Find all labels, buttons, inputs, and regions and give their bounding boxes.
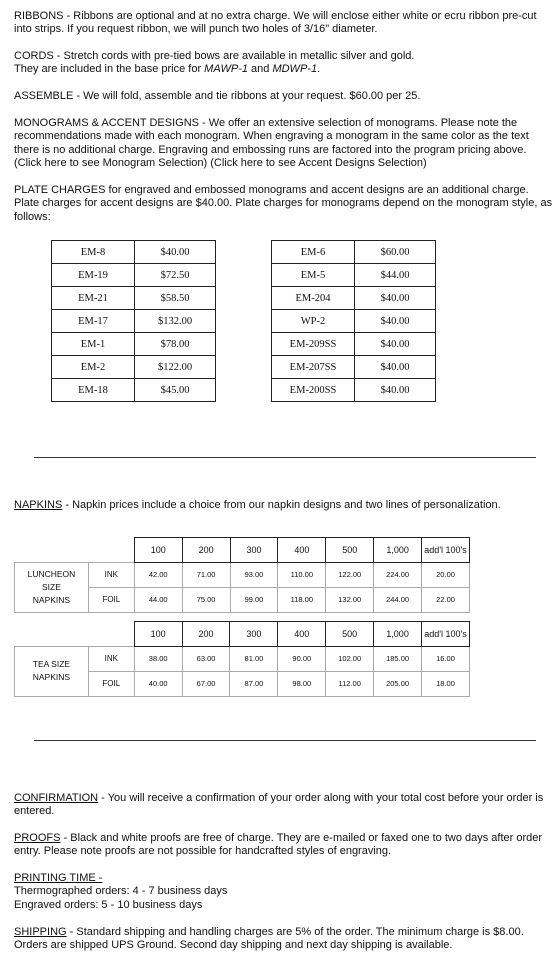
- monogram-style-cell: WP-2: [272, 310, 355, 333]
- qty-header: 500: [326, 538, 374, 563]
- price-cell: 18.00: [422, 671, 470, 696]
- plate-charge-price-cell: $45.00: [135, 379, 216, 402]
- plate-charge-row: [52, 310, 216, 333]
- price-cell: 122.00: [326, 562, 374, 587]
- plate-charge-price-cell: $58.50: [135, 287, 216, 310]
- shipping-section: [14, 926, 554, 953]
- plate-charge-row: [52, 333, 216, 356]
- price-cell: 20.00: [422, 562, 470, 587]
- blank-cell: [15, 622, 89, 647]
- qty-header: 100: [134, 622, 182, 647]
- plate-charge-price-cell: $40.00: [135, 241, 216, 264]
- cords-text: - Stretch cords with pre-tied bows are available in metallic silver and gold.: [53, 50, 415, 62]
- label-line: NAPKINS: [32, 672, 71, 682]
- divider-2: [34, 740, 536, 741]
- plate-charge-price-cell: $60.00: [355, 241, 436, 264]
- price-cell: 118.00: [278, 587, 326, 612]
- qty-header: 500: [326, 622, 374, 647]
- plate-charge-row: [272, 287, 436, 310]
- cords-item-mawp: MAWP-1: [204, 63, 248, 76]
- qty-header: 300: [230, 538, 278, 563]
- price-cell: 40.00: [134, 671, 182, 696]
- printing-time-label: PRINTING TIME -: [14, 872, 103, 884]
- plate-charge-price-cell: $40.00: [355, 356, 436, 379]
- luncheon-header-row: [15, 538, 470, 563]
- ribbons-section: [14, 10, 554, 37]
- divider-1: [34, 457, 536, 458]
- plate-charge-price-cell: $122.00: [135, 356, 216, 379]
- tea-size-label: [15, 646, 89, 696]
- plate-charge-row: [52, 287, 216, 310]
- monogram-style-cell: EM-18: [52, 379, 135, 402]
- qty-header: 200: [182, 622, 230, 647]
- qty-header: 400: [278, 622, 326, 647]
- qty-header: add'l 100's: [422, 538, 470, 563]
- qty-header: 400: [278, 538, 326, 563]
- plate-charge-row: [52, 379, 216, 402]
- qty-header: 200: [182, 538, 230, 563]
- tea-header-row: [15, 622, 470, 647]
- plate-charge-row: [52, 241, 216, 264]
- tea-napkins-table: [14, 621, 470, 697]
- plate-charges-right-table: [271, 240, 436, 402]
- plate-charge-row: [272, 379, 436, 402]
- printing-time-engraved: Engraved orders: 5 - 10 business days: [14, 898, 203, 911]
- price-cell: 81.00: [230, 646, 278, 671]
- plate-charges-section: [14, 184, 554, 224]
- monogram-style-cell: EM-5: [272, 264, 355, 287]
- qty-header: 300: [230, 622, 278, 647]
- cords-end: .: [317, 63, 321, 76]
- plate-charge-price-cell: $78.00: [135, 333, 216, 356]
- printing-time-section: [14, 872, 554, 912]
- plate-charge-price-cell: $72.50: [135, 264, 216, 287]
- assemble-paragraph: [14, 90, 554, 103]
- blank-cell: [88, 622, 134, 647]
- price-cell: 99.00: [230, 587, 278, 612]
- qty-header: add'l 100's: [422, 622, 470, 647]
- plate-charge-row: [52, 264, 216, 287]
- cords-item-mdwp: MDWP-1: [272, 63, 318, 76]
- price-cell: 110.00: [278, 562, 326, 587]
- price-cell: 90.00: [278, 646, 326, 671]
- monogram-style-cell: EM-6: [272, 241, 355, 264]
- plate-charge-row: [272, 333, 436, 356]
- monogram-style-cell: EM-19: [52, 264, 135, 287]
- qty-header: 1,000: [374, 622, 422, 647]
- plate-charge-row: [272, 264, 436, 287]
- price-cell: 87.00: [230, 671, 278, 696]
- luncheon-napkins-table: [14, 537, 470, 613]
- monogram-style-cell: EM-1: [52, 333, 135, 356]
- cords-line2-text: They are included in the base price for: [14, 63, 205, 76]
- ink-label: INK: [88, 562, 134, 587]
- price-cell: 38.00: [134, 646, 182, 671]
- blank-cell: [88, 538, 134, 563]
- foil-label: FOIL: [88, 671, 134, 696]
- monogram-style-cell: EM-207SS: [272, 356, 355, 379]
- shipping-paragraph: [14, 926, 554, 953]
- price-cell: 102.00: [326, 646, 374, 671]
- monogram-style-cell: EM-2: [52, 356, 135, 379]
- proofs-paragraph: [14, 832, 554, 859]
- price-cell: 67.00: [182, 671, 230, 696]
- plate-charge-price-cell: $40.00: [355, 333, 436, 356]
- confirmation-paragraph: [14, 792, 554, 819]
- price-cell: 205.00: [374, 671, 422, 696]
- plate-charges-label: PLATE CHARGES: [14, 184, 106, 196]
- luncheon-ink-row: [15, 562, 470, 587]
- plate-charge-row: [272, 310, 436, 333]
- price-cell: 63.00: [182, 646, 230, 671]
- napkins-paragraph: [14, 499, 554, 512]
- monogram-style-cell: EM-209SS: [272, 333, 355, 356]
- plate-charge-row: [52, 356, 216, 379]
- confirmation-label: CONFIRMATION: [14, 792, 99, 804]
- confirmation-section: [14, 792, 554, 819]
- price-cell: 112.00: [326, 671, 374, 696]
- shipping-text: - Standard shipping and handling charges are 5% of the order. The minimum charge is $8.00. Orders are shipped UPS Ground. Second day shipping and next day shipping is available.: [14, 926, 524, 952]
- tea-ink-row: [15, 646, 470, 671]
- napkins-text: - Napkin prices include a choice from our napkin designs and two lines of personalization.: [62, 499, 501, 511]
- assemble-section: [14, 90, 554, 103]
- cords-label: CORDS: [14, 50, 54, 62]
- plate-charge-row: [272, 241, 436, 264]
- price-cell: 98.00: [278, 671, 326, 696]
- price-cell: 71.00: [182, 562, 230, 587]
- price-cell: 75.00: [182, 587, 230, 612]
- price-cell: 185.00: [374, 646, 422, 671]
- monogram-style-cell: EM-21: [52, 287, 135, 310]
- price-cell: 42.00: [134, 562, 182, 587]
- proofs-label: PROOFS: [14, 832, 61, 844]
- plate-charge-price-cell: $40.00: [355, 310, 436, 333]
- price-cell: 244.00: [374, 587, 422, 612]
- price-cell: 93.00: [230, 562, 278, 587]
- ribbons-text: - Ribbons are optional and at no extra charge. We will enclose either white or ecru ribbon pre-cut into strips. If you request ribbon, we will punch two holes of 3/16" diameter.: [14, 10, 537, 36]
- ribbons-label: RIBBONS: [14, 10, 64, 22]
- label-line: TEA SIZE: [32, 659, 71, 669]
- plate-charge-price-cell: $40.00: [355, 379, 436, 402]
- monogram-style-cell: EM-204: [272, 287, 355, 310]
- monogram-style-cell: EM-200SS: [272, 379, 355, 402]
- napkins-section: [14, 499, 554, 512]
- cords-section: [14, 50, 554, 77]
- plate-charges-text: for engraved and embossed monograms and accent designs are an additional charge. Plate charges for accent designs are $40.00. Plate charges for monograms depend on the monogram style, as follows:: [14, 184, 553, 223]
- label-line: SIZE: [41, 581, 61, 592]
- confirmation-text: - You will receive a confirmation of your order along with your total cost before your order is entered.: [14, 792, 544, 818]
- ink-label: INK: [88, 646, 134, 671]
- price-cell: 224.00: [374, 562, 422, 587]
- plate-charge-price-cell: $132.00: [135, 310, 216, 333]
- blank-cell: [15, 538, 89, 563]
- plate-charges-left-table: [51, 240, 216, 402]
- shipping-label: SHIPPING: [14, 926, 67, 938]
- plate-charge-row: [272, 356, 436, 379]
- monogram-style-cell: EM-8: [52, 241, 135, 264]
- ribbons-paragraph: [14, 10, 554, 37]
- price-cell: 132.00: [326, 587, 374, 612]
- price-cell: 44.00: [134, 587, 182, 612]
- monograms-text: - We offer an extensive selection of monograms. Please note the recommendations made with each monogram. When engraving a monogram in the same color as the text there is no additional charge. Engraving and embossing runs are factored into the program pricing above. (Click here to see Monogram Selection) (Click here to see Accent Designs Selection): [14, 117, 529, 170]
- luncheon-size-label: [15, 562, 89, 612]
- foil-label: FOIL: [88, 587, 134, 612]
- price-cell: 22.00: [422, 587, 470, 612]
- assemble-text: - We will fold, assemble and tie ribbons at your request. $60.00 per 25.: [73, 90, 421, 102]
- monograms-label: MONOGRAMS & ACCENT DESIGNS: [14, 117, 199, 129]
- cords-and: and: [247, 63, 273, 76]
- plate-charges-paragraph: [14, 184, 554, 224]
- plate-charge-price-cell: $44.00: [355, 264, 436, 287]
- proofs-text: - Black and white proofs are free of charge. They are e-mailed or faxed one to two days after order entry. Please note proofs are not possible for handcrafted styles of engraving.: [14, 832, 543, 858]
- price-cell: 16.00: [422, 646, 470, 671]
- label-line: LUNCHEON: [27, 568, 76, 579]
- monograms-section: [14, 117, 554, 171]
- assemble-label: ASSEMBLE: [14, 90, 74, 102]
- label-line: NAPKINS: [32, 594, 71, 605]
- qty-header: 1,000: [374, 538, 422, 563]
- cords-line-1: [14, 50, 554, 63]
- napkins-label: NAPKINS: [14, 499, 63, 511]
- monogram-style-cell: EM-17: [52, 310, 135, 333]
- monograms-paragraph: [14, 117, 554, 171]
- cords-line-2: [14, 63, 554, 76]
- proofs-section: [14, 832, 554, 859]
- qty-header: 100: [134, 538, 182, 563]
- plate-charge-price-cell: $40.00: [355, 287, 436, 310]
- printing-time-thermographed: Thermographed orders: 4 - 7 business days: [14, 885, 228, 898]
